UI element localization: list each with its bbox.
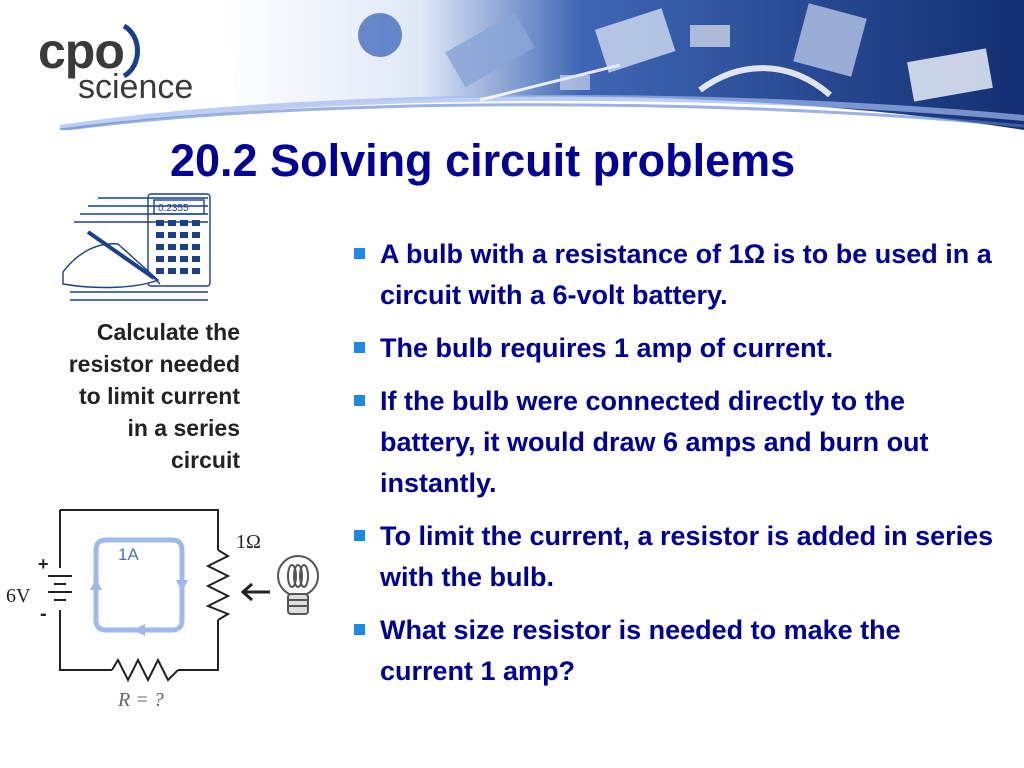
- bullet-marker-icon: [354, 342, 365, 353]
- caption-line: in a series: [127, 415, 240, 441]
- light-bulb-icon: [278, 556, 318, 614]
- bullet-marker-icon: [354, 624, 365, 635]
- bullet-text: What size resistor is needed to make the current 1 amp?: [380, 615, 901, 686]
- battery-plus-sign: +: [38, 554, 49, 574]
- logo-cpo-text: cpo: [38, 23, 124, 79]
- calculator-hand-illustration: [58, 192, 218, 312]
- bullet-text: If the bulb were connected directly to the battery, it would draw 6 amps and burn out instantly.: [380, 386, 929, 498]
- bullet-text: To limit the current, a resistor is added in series with the bulb.: [380, 521, 994, 592]
- bullet-item: [350, 610, 1000, 692]
- caption-line: resistor needed: [68, 351, 240, 377]
- cpo-science-logo: [30, 18, 230, 108]
- bullet-item: [350, 328, 1000, 369]
- bullet-item: [350, 516, 1000, 598]
- bullet-text: A bulb with a resistance of 1Ω is to be used in a circuit with a 6-volt battery.: [380, 239, 992, 310]
- series-circuit-diagram: [0, 500, 340, 720]
- bullet-text: The bulb requires 1 amp of current.: [380, 333, 834, 363]
- bullet-item: [350, 234, 1000, 316]
- unknown-resistor-label: R = ?: [118, 689, 164, 711]
- bullet-marker-icon: [354, 248, 365, 259]
- current-label: 1A: [118, 545, 139, 564]
- bullet-marker-icon: [354, 530, 365, 541]
- calculator-display: 0.2355: [158, 203, 189, 214]
- bullet-list: [350, 234, 1000, 704]
- bulb-resistor-zigzag: [208, 550, 228, 620]
- unknown-resistor-zigzag: [112, 660, 178, 680]
- bulb-resistance-label: 1Ω: [236, 531, 261, 553]
- illustration-caption: [30, 316, 240, 476]
- caption-line: to limit current: [78, 383, 240, 409]
- bullet-item: [350, 381, 1000, 504]
- battery-minus-sign: -: [40, 603, 47, 625]
- battery-voltage-label: 6V: [6, 585, 31, 607]
- header-banner: [0, 0, 1024, 130]
- bullet-marker-icon: [354, 395, 365, 406]
- logo-science-text: science: [78, 68, 194, 106]
- current-loop-arrows: [96, 540, 182, 630]
- caption-line: Calculate the: [96, 319, 240, 345]
- caption-line: circuit: [170, 447, 240, 473]
- slide-title: 20.2 Solving circuit problems: [170, 135, 796, 186]
